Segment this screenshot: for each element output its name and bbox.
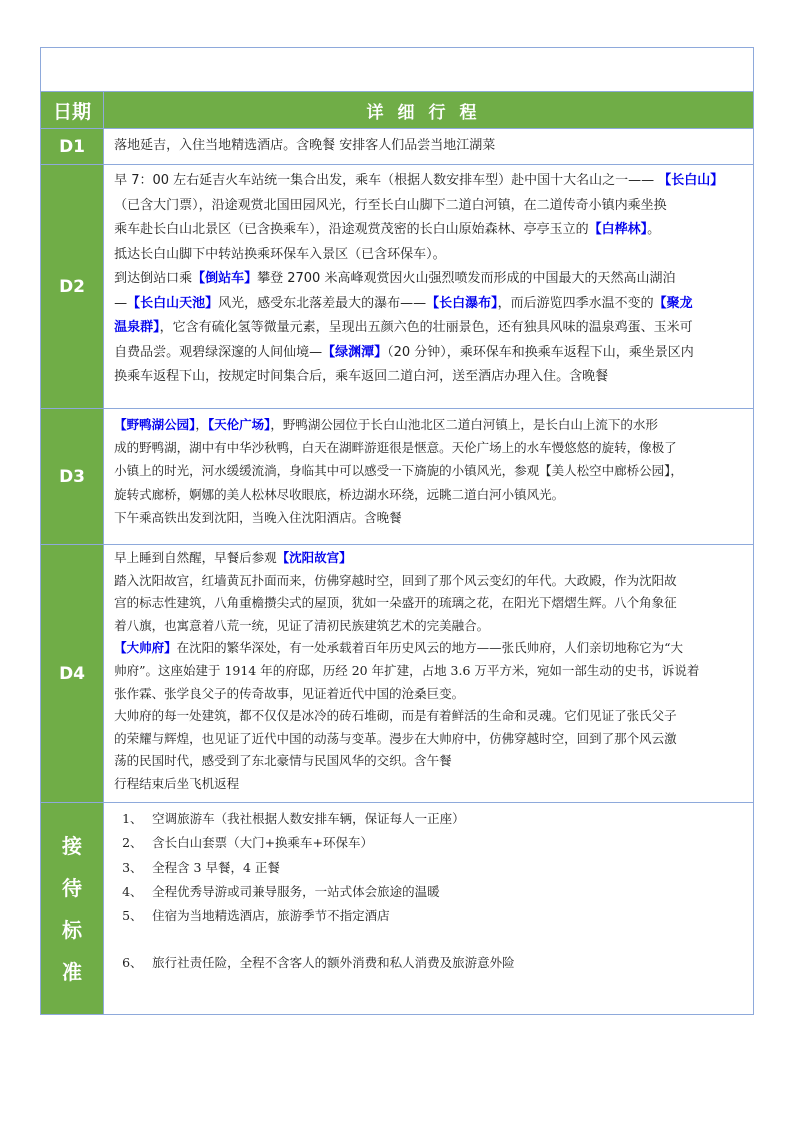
detail-line xyxy=(114,316,745,341)
detail-text: 下午乘高铁出发到沈阳，当晚入住沈阳酒店。含晚餐 xyxy=(114,509,402,525)
list-item xyxy=(122,880,753,904)
detail-line xyxy=(114,218,745,243)
list-item-text: 全程含 3 早餐，4 正餐 xyxy=(152,859,280,875)
day-detail-d1 xyxy=(104,129,754,165)
detail-text: 乘车赴长白山北景区（已含换乘车），沿途观赏茂密的长白山原始森林、亭亭玉立的 xyxy=(114,222,589,237)
standards-label-char: 接 xyxy=(62,833,83,858)
detail-text: ，而后游览四季水温不变的 xyxy=(497,295,654,311)
detail-text: — xyxy=(114,295,128,311)
itinerary-table xyxy=(40,47,754,1015)
detail-line xyxy=(114,341,745,366)
highlight-text: 温泉群】 xyxy=(114,320,160,335)
list-item xyxy=(122,951,753,975)
detail-text: 自费品尝。观碧绿深邃的人间仙境— xyxy=(114,344,323,360)
blank-title-cell xyxy=(41,48,754,92)
day-label-d1: D1 xyxy=(41,129,104,165)
list-item-text: 旅行社责任险，全程不含客人的额外消费和私人消费及旅游意外险 xyxy=(152,955,515,971)
table-header-row xyxy=(41,92,754,129)
list-item xyxy=(122,831,753,855)
detail-text: ， xyxy=(195,417,208,432)
day-label-d3: D3 xyxy=(41,409,104,545)
detail-line xyxy=(114,413,745,436)
detail-line xyxy=(114,728,745,751)
detail-line xyxy=(114,773,745,796)
day-detail-d2 xyxy=(104,165,754,409)
day-column-header: 日期 xyxy=(41,92,104,129)
day-row-d4 xyxy=(41,545,754,803)
list-item-text: 空调旅游车（我社根据人数安排车辆，保证每人一正座） xyxy=(152,811,465,826)
highlight-text: 【倒站车】 xyxy=(192,271,258,286)
list-item xyxy=(122,856,753,880)
detail-text: ，野鸭湖公园位于长白山池北区二道白河镇上，是长白山上流下的水形 xyxy=(270,417,658,432)
detail-text: 行程结束后坐飞机返程 xyxy=(114,775,240,791)
day-row-d1 xyxy=(41,129,754,165)
detail-text: 小镇上的时光，河水缓缓流淌，身临其中可以感受一下旖旎的小镇风光，参观【美人松空中廊桥公园】， xyxy=(114,463,683,479)
detail-text: 落地延吉，入住当地精选酒店。含晚餐 安排客人们品尝当地江湖菜 xyxy=(114,138,496,154)
detail-line xyxy=(114,267,745,292)
highlight-text: 【长白山天池】 xyxy=(127,295,219,311)
list-item-text: 全程优秀导游或司兼导服务，一站式体会旅途的温暖 xyxy=(152,883,440,899)
detail-text: 攀登 2700 米高峰观赏因火山强烈喷发而形成的中国最大的天然高山湖泊 xyxy=(257,271,676,286)
standards-label-char: 标 xyxy=(62,917,83,942)
highlight-text: 【绿渊潭】 xyxy=(322,344,388,360)
detail-text: 宫的标志性建筑，八角重檐攒尖式的屋顶，犹如一朵盛开的琉璃之花，在阳光下熠熠生辉。八个角象征 xyxy=(114,595,677,611)
list-item-number: 3、 xyxy=(122,859,143,875)
day-label-d4: D4 xyxy=(41,545,104,803)
detail-text: 踏入沈阳故宫，红墙黄瓦扑面而来，仿佛穿越时空，回到了那个风云变幻的年代。大政殿，作为沈阳故 xyxy=(114,572,677,588)
detail-line xyxy=(114,705,745,728)
list-item-number: 4、 xyxy=(122,883,143,899)
detail-text: 荡的民国时代，感受到了东北豪情与民国风华的交织。含午餐 xyxy=(114,753,452,769)
detail-text: 旋转式廊桥，婀娜的美人松林尽收眼底，桥边湖水环绕，远眺二道白河小镇风光。 xyxy=(114,486,565,502)
detail-line xyxy=(114,506,745,529)
detail-line xyxy=(114,483,745,506)
highlight-text: 【天伦广场】 xyxy=(207,417,271,432)
day-detail-d4 xyxy=(104,545,754,803)
detail-text: 在沈阳的繁华深处，有一处承载着百年历史风云的地方——张氏帅府，人们亲切地称它为“大 xyxy=(176,640,683,656)
detail-text: （20 分钟），乘环保车和换乘车返程下山，乘坐景区内 xyxy=(387,344,694,360)
highlight-text: 【沈阳故宫】 xyxy=(276,550,352,565)
detail-line xyxy=(114,547,745,570)
detail-line xyxy=(114,683,745,706)
detail-text: 大帅府的每一处建筑，都不仅仅是冰冷的砖石堆砌，而是有着鲜活的生命和灵魂。它们见证了张氏父子 xyxy=(114,708,677,724)
detail-line xyxy=(114,243,745,268)
detail-line xyxy=(114,459,745,482)
detail-text: ，它含有硫化氢等微量元素，呈现出五颜六色的壮丽景色，还有独具风味的温泉鸡蛋、玉米可 xyxy=(159,320,693,335)
detail-line xyxy=(114,169,745,194)
blank-title-row xyxy=(41,48,754,92)
standards-label xyxy=(41,803,104,1015)
highlight-text: 【聚龙 xyxy=(653,295,693,311)
detail-line xyxy=(114,194,745,219)
detail-text: 抵达长白山脚下中转站换乘环保车入景区（已含环保车）。 xyxy=(114,246,446,262)
list-item-text: 含长白山套票（大门+换乘车+环保车） xyxy=(152,835,374,851)
highlight-text: 【大帅府】 xyxy=(114,640,177,656)
detail-line xyxy=(114,637,745,660)
detail-text: 成的野鸭湖，湖中有中华沙秋鸭，白天在湖畔游逛很是惬意。天伦广场上的水车慢悠悠的旋转，像极了 xyxy=(114,440,677,456)
detail-text: 风光，感受东北落差最大的瀑布—— xyxy=(218,295,427,311)
detail-text: 的荣耀与辉煌，也见证了近代中国的动荡与变革。漫步在大帅府中，仿佛穿越时空，回到了那个风云激 xyxy=(114,730,677,746)
list-item-text: 住宿为当地精选酒店，旅游季节不指定酒店 xyxy=(152,908,390,924)
detail-line xyxy=(114,615,745,638)
detail-column-header: 详细行程 xyxy=(104,92,754,129)
detail-line xyxy=(114,134,745,159)
list-item-number: 1、 xyxy=(122,811,143,826)
detail-text: 早上睡到自然醒，早餐后参观 xyxy=(114,550,277,565)
list-item-number: 6、 xyxy=(122,955,143,971)
list-item xyxy=(122,807,753,831)
standards-row xyxy=(41,803,754,1015)
standards-label-char: 准 xyxy=(62,959,83,984)
detail-line xyxy=(114,660,745,683)
standards-label-char: 待 xyxy=(62,875,83,900)
day-row-d3 xyxy=(41,409,754,545)
detail-line xyxy=(114,292,745,317)
highlight-text: 【长白山】 xyxy=(658,173,724,188)
list-item xyxy=(122,904,753,928)
detail-text: 着八旗，也寓意着八荒一统，见证了清初民族建筑艺术的完美融合。 xyxy=(114,617,490,633)
highlight-text: 【长白瀑布】 xyxy=(426,295,498,311)
detail-text: （已含大门票），沿途观赏北国田园风光，行至长白山脚下二道白河镇，在二道传奇小镇内乘坐换 xyxy=(114,197,667,213)
detail-text: 早 7：00 左右延吉火车站统一集合出发，乘车（根据人数安排车型）赴中国十大名山之一—— xyxy=(114,173,659,188)
day-row-d2 xyxy=(41,165,754,409)
detail-line xyxy=(114,750,745,773)
detail-text: 帅府”。这座始建于 1914 年的府邸，历经 20 年扩建，占地 3.6 万平方米，宛如一部生动的史书，诉说着 xyxy=(114,662,700,678)
list-item-number: 5、 xyxy=(122,908,143,924)
day-detail-d3 xyxy=(104,409,754,545)
detail-text: 张作霖、张学良父子的传奇故事，见证着近代中国的沧桑巨变。 xyxy=(114,685,465,701)
detail-line xyxy=(114,365,745,390)
detail-text: 到达倒站口乘 xyxy=(114,271,193,286)
detail-line xyxy=(114,436,745,459)
detail-line xyxy=(114,592,745,615)
highlight-text: 【白桦林】 xyxy=(588,222,648,237)
day-label-d2: D2 xyxy=(41,165,104,409)
detail-text: 换乘车返程下山，按规定时间集合后，乘车返回二道白河，送至酒店办理入住。含晚餐 xyxy=(114,369,609,384)
highlight-text: 【野鸭湖公园】 xyxy=(114,417,196,432)
list-item-number: 2、 xyxy=(122,835,143,851)
detail-text: 。 xyxy=(647,222,661,237)
standards-list xyxy=(104,803,754,1015)
detail-line xyxy=(114,570,745,593)
